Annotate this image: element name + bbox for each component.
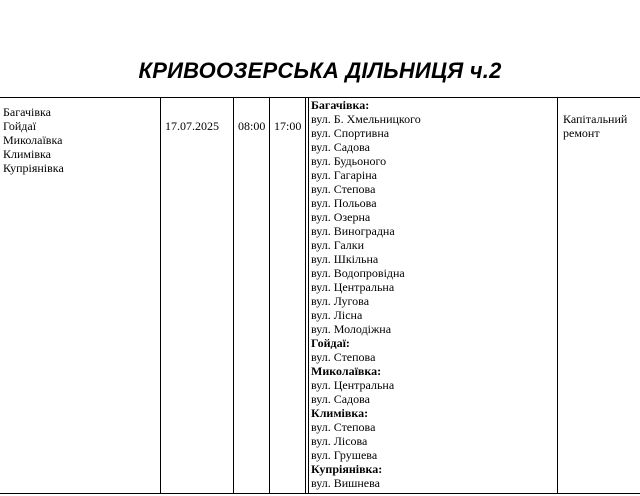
street-name: вул. Садова — [311, 140, 370, 154]
settlement-name: Багачівка — [3, 105, 51, 119]
street-name: вул. Лісова — [311, 434, 368, 448]
street-name: вул. Центральна — [311, 378, 395, 392]
page-title: КРИВООЗЕРСЬКА ДІЛЬНИЦЯ ч.2 — [138, 58, 502, 83]
work-type-line: ремонт — [563, 126, 600, 140]
street-name: вул. Центральна — [311, 280, 395, 294]
street-name: вул. Садова — [311, 392, 370, 406]
column-divider — [305, 97, 306, 494]
street-name: вул. Б. Хмельницкого — [311, 112, 421, 126]
street-name: вул. Степова — [311, 350, 376, 364]
outage-date: 17.07.2025 — [165, 119, 219, 133]
street-name: вул. Лугова — [311, 294, 370, 308]
street-name: вул. Спортивна — [311, 126, 390, 140]
street-name: вул. Будьоного — [311, 154, 387, 168]
column-divider — [160, 97, 161, 494]
street-name: вул. Польова — [311, 196, 377, 210]
street-name: вул. Галки — [311, 238, 365, 252]
end-time: 17:00 — [274, 119, 302, 133]
column-divider — [308, 97, 309, 494]
start-time: 08:00 — [238, 119, 266, 133]
street-name: вул. Вишнева — [311, 476, 380, 490]
street-name: вул. Водопровідна — [311, 266, 405, 280]
column-divider — [233, 97, 234, 494]
start-time-cell — [238, 119, 265, 133]
settlement-heading: Миколаївка: — [311, 364, 382, 378]
table-bottom-border — [0, 493, 640, 494]
settlement-name: Миколаївка — [3, 133, 63, 147]
end-time-cell — [274, 119, 301, 133]
settlement-name: Климівка — [3, 147, 51, 161]
street-name: вул. Грушева — [311, 448, 378, 462]
street-name: вул. Гагаріна — [311, 168, 378, 182]
settlement-heading: Климівка: — [311, 406, 369, 420]
street-name: вул. Степова — [311, 420, 376, 434]
settlement-name: Гойдаї — [3, 119, 37, 133]
column-divider — [557, 97, 558, 494]
settlement-heading: Гойдаї: — [311, 336, 350, 350]
date-cell — [165, 119, 219, 133]
streets-cell — [311, 98, 421, 490]
column-divider — [269, 97, 270, 494]
settlement-name: Купріянівка — [3, 161, 64, 175]
street-name: вул. Шкільна — [311, 252, 379, 266]
work-type-cell — [563, 112, 627, 140]
settlement-heading: Купріянівка: — [311, 462, 383, 476]
work-type-line: Капітальний — [563, 112, 628, 126]
street-name: вул. Степова — [311, 182, 376, 196]
settlement-heading: Багачівка: — [311, 98, 370, 112]
street-name: вул. Молодіжна — [311, 322, 392, 336]
street-name: вул. Лісна — [311, 308, 363, 322]
settlements-cell — [3, 105, 64, 175]
street-name: вул. Виноградна — [311, 224, 395, 238]
street-name: вул. Озерна — [311, 210, 371, 224]
